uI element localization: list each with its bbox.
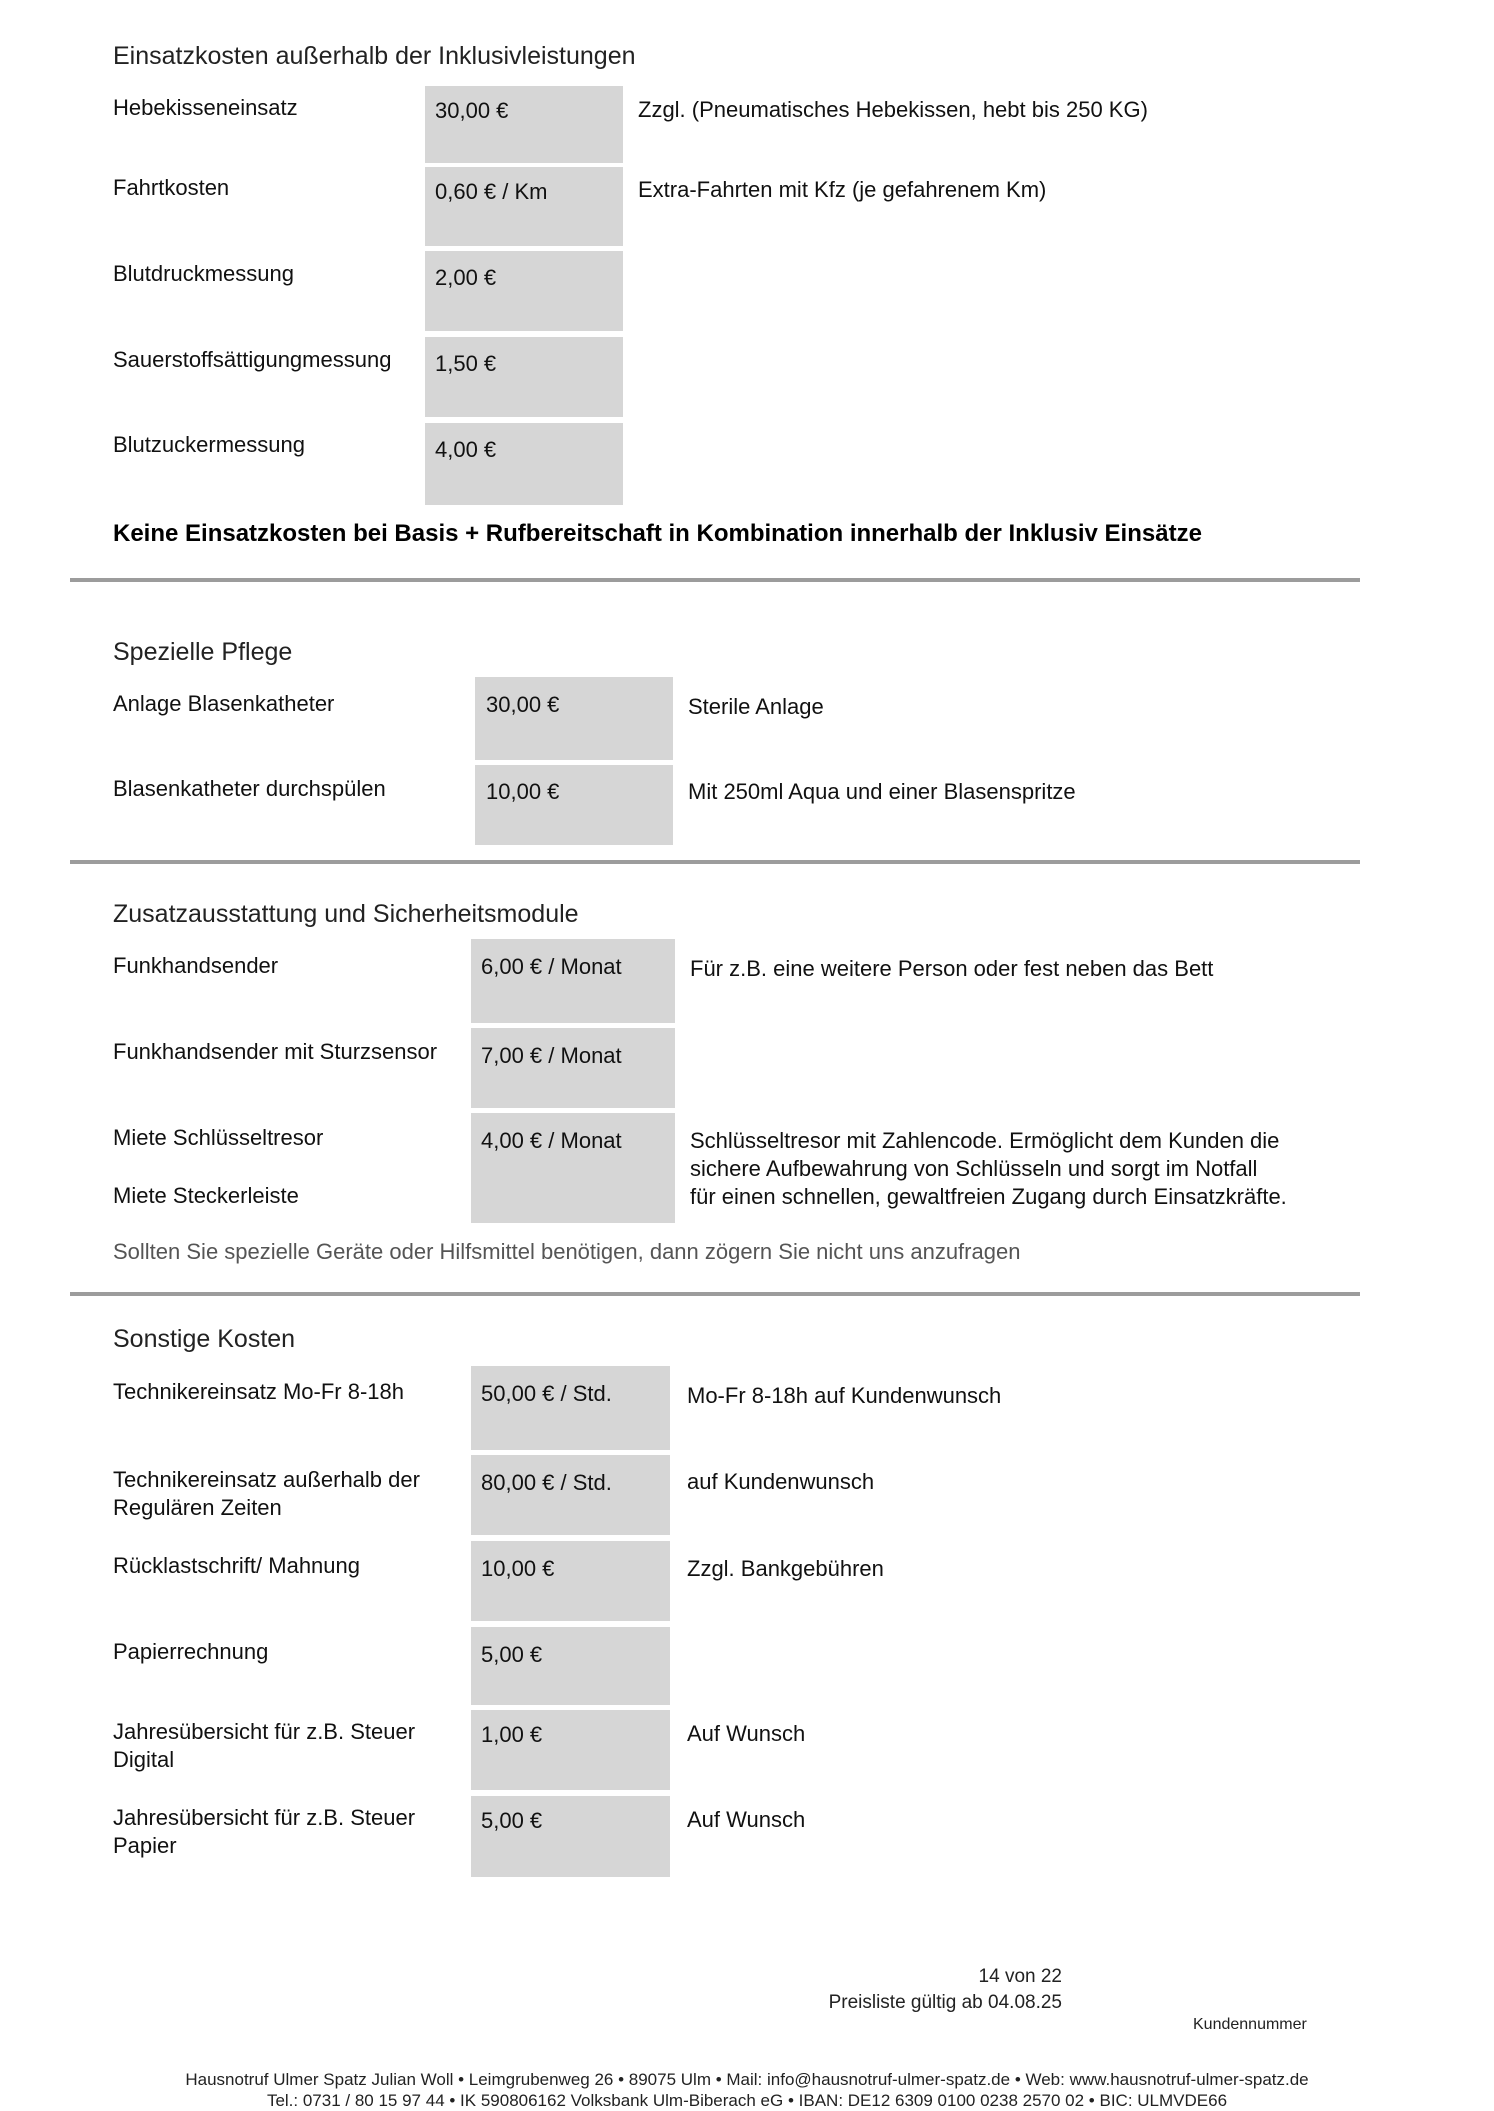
row-description-line: für einen schnellen, gewaltfreien Zugang durch Einsatzkräfte. <box>690 1184 1287 1209</box>
row-label-line: Digital <box>113 1747 175 1772</box>
row-price: 30,00 € <box>435 98 509 123</box>
row-price: 4,00 € <box>435 437 497 462</box>
row-description: Mo-Fr 8-18h auf Kundenwunsch <box>687 1383 1002 1408</box>
page-number: 14 von 22 <box>978 1966 1062 1987</box>
price-box <box>425 251 623 331</box>
row-label: Miete Schlüsseltresor <box>113 1125 324 1150</box>
row-label: Sauerstoffsättigungmessung <box>113 347 392 372</box>
customer-number-label: Kundennummer <box>1193 2016 1307 2033</box>
price-box <box>475 765 673 845</box>
section-divider <box>70 860 1360 864</box>
row-price: 6,00 € / Monat <box>481 954 622 979</box>
section-divider <box>70 1292 1360 1296</box>
row-price: 30,00 € <box>486 692 560 717</box>
row-description-line: sichere Aufbewahrung von Schlüsseln und sorgt im Notfall <box>690 1156 1258 1181</box>
row-label: Blasenkatheter durchspülen <box>113 776 386 801</box>
row-label-line: Papier <box>113 1833 177 1858</box>
row-description: Sterile Anlage <box>688 694 824 719</box>
row-label: Blutdruckmessung <box>113 261 294 286</box>
price-box <box>475 677 673 760</box>
row-label-line: Jahresübersicht für z.B. Steuer <box>113 1719 416 1744</box>
price-box <box>471 939 675 1023</box>
note-text: Sollten Sie spezielle Geräte oder Hilfsmittel benötigen, dann zögern Sie nicht uns anzufragen <box>113 1239 1021 1264</box>
row-price: 0,60 € / Km <box>435 179 548 204</box>
section-divider <box>70 578 1360 582</box>
row-label: Technikereinsatz Mo-Fr 8-18h <box>113 1379 405 1404</box>
row-label: Funkhandsender <box>113 953 279 978</box>
row-price: 2,00 € <box>435 265 497 290</box>
row-description: Mit 250ml Aqua und einer Blasenspritze <box>688 779 1076 804</box>
price-box <box>425 337 623 417</box>
note-bold: Keine Einsatzkosten bei Basis + Rufbereitschaft in Kombination innerhalb der Inklusiv Einsätze <box>113 520 1202 547</box>
section-title: Sonstige Kosten <box>113 1325 296 1353</box>
row-label: Blutzuckermessung <box>113 432 305 457</box>
row-label-line: Regulären Zeiten <box>113 1495 282 1520</box>
row-label: Papierrechnung <box>113 1639 269 1664</box>
footer-address: Hausnotruf Ulmer Spatz Julian Woll • Leimgrubenweg 26 • 89075 Ulm • Mail: info@hausnotruf-ulmer-spatz.de • Web: www.hausnotruf-ulmer-spatz.de <box>185 2070 1309 2089</box>
footer-bank: Tel.: 0731 / 80 15 97 44 • IK 590806162 Volksbank Ulm-Biberach eG • IBAN: DE12 6309 0100 0238 2570 02 • BIC: ULMVDE66 <box>266 2091 1228 2110</box>
section-title: Zusatzausstattung und Sicherheitsmodule <box>113 900 579 928</box>
row-price: 4,00 € / Monat <box>481 1128 622 1153</box>
row-label-line: Jahresübersicht für z.B. Steuer <box>113 1805 416 1830</box>
row-price: 1,50 € <box>435 351 497 376</box>
price-box <box>425 423 623 505</box>
row-description-line: Schlüsseltresor mit Zahlencode. Ermöglicht dem Kunden die <box>690 1128 1280 1153</box>
row-label: Funkhandsender mit Sturzsensor <box>113 1039 438 1064</box>
row-price: 7,00 € / Monat <box>481 1043 622 1068</box>
row-price: 80,00 € / Std. <box>481 1470 612 1495</box>
row-description: Zzgl. Bankgebühren <box>687 1556 884 1581</box>
row-price: 5,00 € <box>481 1808 543 1833</box>
row-description: Extra-Fahrten mit Kfz (je gefahrenem Km) <box>638 177 1047 202</box>
row-price: 1,00 € <box>481 1722 543 1747</box>
row-description: auf Kundenwunsch <box>687 1469 875 1494</box>
price-list-valid-from: Preisliste gültig ab 04.08.25 <box>828 1992 1062 2013</box>
row-price: 5,00 € <box>481 1642 543 1667</box>
row-price: 10,00 € <box>481 1556 555 1581</box>
row-price: 50,00 € / Std. <box>481 1381 612 1406</box>
section-title: Einsatzkosten außerhalb der Inklusivleistungen <box>113 42 636 70</box>
row-label-line: Technikereinsatz außerhalb der <box>113 1467 420 1492</box>
row-label: Anlage Blasenkatheter <box>113 691 335 716</box>
row-price: 10,00 € <box>486 779 560 804</box>
row-description: Für z.B. eine weitere Person oder fest neben das Bett <box>690 956 1214 981</box>
row-label: Hebekisseneinsatz <box>113 95 298 120</box>
row-label-secondary: Miete Steckerleiste <box>113 1183 299 1208</box>
price-box <box>471 1366 670 1450</box>
row-description: Auf Wunsch <box>687 1807 806 1832</box>
row-label: Fahrtkosten <box>113 175 230 200</box>
row-label: Rücklastschrift/ Mahnung <box>113 1553 360 1578</box>
row-description: Zzgl. (Pneumatisches Hebekissen, hebt bis 250 KG) <box>638 97 1148 122</box>
section-title: Spezielle Pflege <box>113 638 293 666</box>
row-description: Auf Wunsch <box>687 1721 806 1746</box>
